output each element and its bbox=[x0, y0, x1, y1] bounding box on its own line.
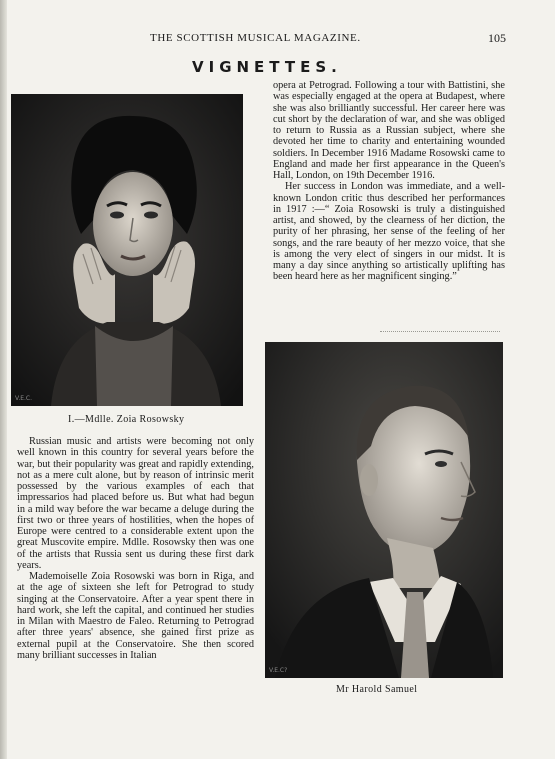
photo-credit-1: V.E.C. bbox=[15, 395, 33, 402]
dotted-rule bbox=[380, 331, 500, 333]
caption-harold-samuel: Mr Harold Samuel bbox=[336, 684, 418, 695]
page-binding-edge bbox=[0, 0, 7, 759]
portrait-zoia-rosowsky bbox=[11, 94, 243, 406]
left-paragraph-1: Russian music and artists were becoming not only well known in this country for several years before the war, but their popularity was great and rapidly extending, not as a mere cult alone, but by reason of intrinsic merit possessed by the various examples of each that impressarios had placed before us. But what had begun in a mild way before the war became a deluge during the first two or three years of hostilities, when the hopes of Europe were centred to a considerable extent upon the great Muscovite empire. Mdlle. Rosowsky then was one of the artists that Russia sent us during these first dark years. bbox=[17, 436, 254, 571]
section-title: VIGNETTES. bbox=[192, 58, 342, 76]
running-title: THE SCOTTISH MUSICAL MAGAZINE. bbox=[150, 32, 361, 44]
portrait-harold-samuel-image bbox=[265, 342, 503, 678]
right-paragraph-2: Her success in London was immediate, and a well-known London critic thus described her performances in 1917 :—“ Zoia Rosowski is truly a distinguished artist, and showed, by the clearness of her diction, the purity of her phrasing, her sense of the feeling of her songs, and the rare beauty of her mezzo voice, that she is among the very elect of singers in our midst. It is many a day since anything so artistically uplifting has been heard here as her magnificent singing.” bbox=[273, 181, 505, 283]
portrait-zoia-rosowsky-image bbox=[11, 94, 243, 406]
portrait-harold-samuel bbox=[265, 342, 503, 678]
right-paragraph-1: opera at Petrograd. Following a tour with Battistini, she was especially engaged at the opera at Budapest, where she was also brilliantly successful. Her career here was cut short by the declaration of war, and she was obliged to return to Russia as a Russian subject, where she devoted her time to charity and entertaining wounded soldiers. In December 1916 Madame Rosowski came to England and made her first appearance in the Queen's Hall, London, on 19th December 1916. bbox=[273, 80, 505, 181]
caption-zoia-rosowsky: I.—Mdlle. Zoia Rosowsky bbox=[68, 414, 185, 425]
photo-credit-2: V.E.C? bbox=[269, 667, 288, 674]
right-column-text bbox=[273, 80, 505, 283]
page-number: 105 bbox=[488, 31, 506, 45]
left-paragraph-2: Mademoiselle Zoia Rosowski was born in Riga, and at the age of sixteen she left for Petrograd to study singing at the Conservatoire. After a year spent there in hard work, she left the capital, and continued her studies in Milan with Maestro de Faleo. Returning to Petrograd after three years' absence, she gained first prize as external pupil at the Conservatoire. She then scored many brilliant successes in Italian bbox=[17, 571, 254, 661]
left-column-text bbox=[17, 436, 254, 661]
